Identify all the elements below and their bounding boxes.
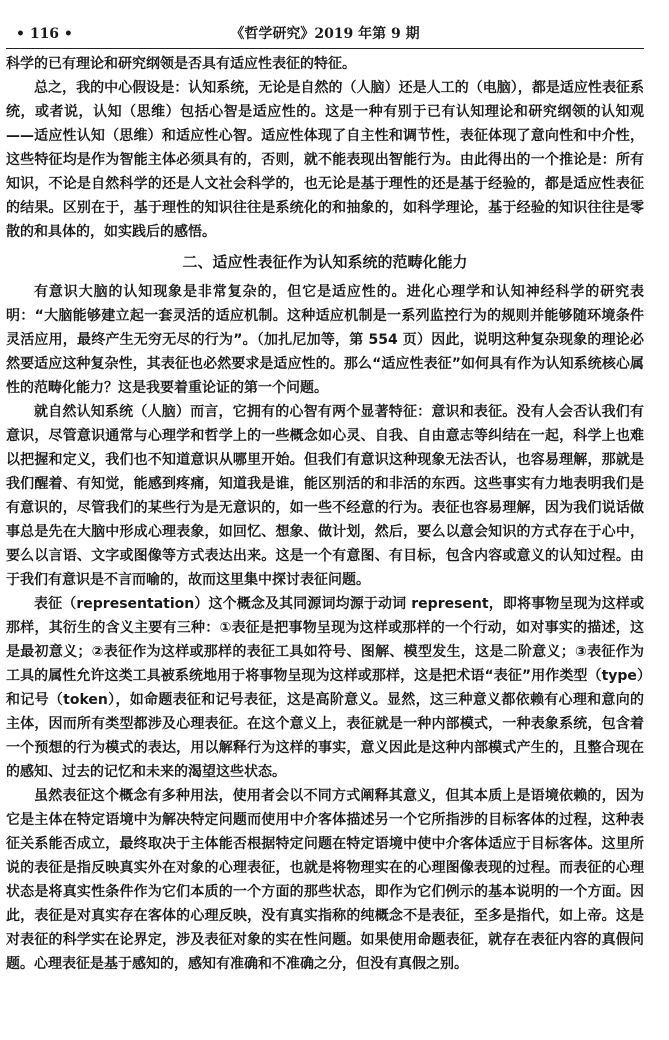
section-heading: 二、适应性表征作为认知系统的范畴化能力 <box>182 253 468 271</box>
paragraph: 就自然认知系统（人脑）而言，它拥有的心智有两个显著特征：意识和表征。没有人会否认我们有意识，尽管意识通常与心理学和哲学上的一些概念如心灵、自我、自由意志等纠结在一起，科学上也难以把握和定义，我们也不知道意识从哪里开始。但我们有意识这种现象无法否认，也容易理解，那就是我们醒着、有知觉，能感到疼痛，知道我是谁，能区别活的和非活的东西。这些事实有力地表明我们是有意识的，尽管我们的某些行为是无意识的，如一些不经意的行为。表征也容易理解，因为我们说话做事总是先在大脑中形成心理表象，如回忆、想象、做计划，然后，要么以意会知识的方式存在于心中，要么以言语、文字或图像等方式表达出来。这是一个有意图、有目标，包含内容或意义的认知过程。由于我们有意识是不言而喻的，故而这里集中探讨表征问题。 <box>6 404 644 588</box>
article-body <box>6 52 644 976</box>
page-number: • 116 • <box>16 26 73 42</box>
running-head <box>6 24 644 49</box>
paragraph: 有意识大脑的认知现象是非常复杂的，但它是适应性的。进化心理学和认知神经科学的研究表明：“大脑能够建立起一套灵活的适应机制。这种适应机制是一系列监控行为的规则并能够随环境条件灵活应用，最终产生无穷无尽的行为”。（加扎尼加等，第 554 页）因此，说明这种复杂现象的理论必然要适应这种复杂性，其表征也必然要求是适应性的。那么“适应性表征”如何具有作为认知系统核心属性的范畴化能力？这是我要着重论证的第一个问题。 <box>6 284 644 396</box>
paragraph: 虽然表征这个概念有多种用法，使用者会以不同方式阐释其意义，但其本质上是语境依赖的，因为它是主体在特定语境中为解决特定问题而使用中介客体描述另一个它所指涉的目标客体的过程，这种表征关系能否成立，最终取决于主体能否根据特定问题在特定语境中使中介客体适应于目标客体。这里所说的表征是指反映真实外在对象的心理表征，也就是将物理实在的心理图像表现的过程。而表征的心理状态是将真实性条件作为它们本质的一个方面的那些状态，即作为它们例示的基本说明的一个方面。因此，表征是对真实存在客体的心理反映，没有真实指称的纯概念不是表征，至多是指代，如上帝。这是对表征的科学实在论界定，涉及表征对象的实在性问题。如果使用命题表征，就存在表征内容的真假问题。心理表征是基于感知的，感知有准确和不准确之分，但没有真假之别。 <box>6 788 644 972</box>
paragraph: 总之，我的中心假设是：认知系统，无论是自然的（人脑）还是人工的（电脑），都是适应性表征系统，或者说，认知（思维）包括心智是适应性的。这是一种有别于已有认知理论和研究纲领的认知观——适应性认知（思维）和适应性心智。适应性体现了自主性和调节性，表征体现了意向性和中介性，这些特征均是作为智能主体必须具有的，否则，就不能表现出智能行为。由此得出的一个推论是：所有知识，不论是自然科学的还是人文社会科学的，也无论是基于理性的还是基于经验的，都是适应性表征的结果。区别在于，基于理性的知识往往是系统化的和抽象的，如科学理论，基于经验的知识往往是零散的和具体的，如实践后的感悟。 <box>6 80 644 240</box>
journal-title: 《哲学研究》2019 年第 9 期 <box>230 26 420 42</box>
paragraph: 表征（representation）这个概念及其同源词均源于动词 represent，即将事物呈现为这样或那样，其衍生的含义主要有三种：①表征是把事物呈现为这样或那样的一个行动，如对事实的描述，这是最初意义；②表征作为这样或那样的表征工具如符号、图解、模型发生，这是二阶意义；③表征作为工具的属性允许这类工具被系统地用于将事物呈现为这样或那样，这是把术语“表征”用作类型（type）和记号（token），如命题表征和记号表征，这是高阶意义。显然，这三种意义都依赖有心理和意向的主体，因而所有类型都涉及心理表征。在这个意义上，表征就是一种内部模式，一种表象系统，包含着一个预想的行为模式的表达，用以解释行为这样的事实，意义因此是这种内部模式产生的，且整合现在的感知、过去的记忆和未来的渴望这些状态。 <box>6 596 644 780</box>
paragraph-continued: 科学的已有理论和研究纲领是否具有适应性表征的特征。 <box>6 56 356 72</box>
